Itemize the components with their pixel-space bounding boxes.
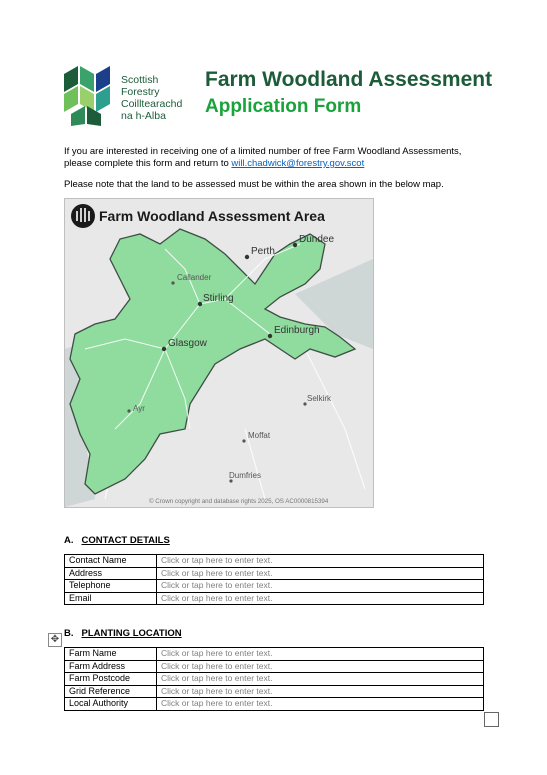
place-edinburgh: Edinburgh: [274, 325, 320, 336]
farm-address-field[interactable]: Click or tap here to enter text.: [157, 660, 484, 673]
table-resize-handle-icon[interactable]: [484, 712, 499, 727]
farm-address-label: Farm Address: [65, 660, 157, 673]
section-b-letter: B.: [64, 628, 74, 639]
section-b-heading: [64, 628, 182, 639]
contact-name-field[interactable]: Click or tap here to enter text.: [157, 555, 484, 568]
section-a-title: CONTACT DETAILS: [81, 535, 170, 546]
place-glasgow: Glasgow: [168, 338, 207, 349]
place-moffat: Moffat: [248, 431, 271, 440]
place-stirling: Stirling: [203, 293, 234, 304]
email-field[interactable]: Click or tap here to enter text.: [157, 592, 484, 605]
place-selkirk: Selkirk: [307, 394, 332, 403]
map-copyright: © Crown copyright and database rights 2025, OS AC0000815394: [149, 498, 329, 505]
grid-reference-label: Grid Reference: [65, 685, 157, 698]
map-graphic: [65, 199, 373, 507]
section-b-title: PLANTING LOCATION: [81, 628, 182, 639]
table-row: [65, 660, 484, 673]
table-row: [65, 580, 484, 593]
logo-text-line3: Coilltearachd: [121, 98, 183, 110]
map-title: Farm Woodland Assessment Area: [99, 208, 325, 224]
area-note: Please note that the land to be assessed must be within the area shown in the below map.: [64, 179, 444, 190]
intro-line-2-text: please complete this form and return to: [64, 158, 232, 169]
section-a-letter: A.: [64, 535, 74, 546]
address-label: Address: [65, 567, 157, 580]
contact-name-label: Contact Name: [65, 555, 157, 568]
contact-details-table: [64, 554, 484, 605]
grid-reference-field[interactable]: Click or tap here to enter text.: [157, 685, 484, 698]
farm-name-field[interactable]: Click or tap here to enter text.: [157, 648, 484, 661]
table-row: [65, 592, 484, 605]
table-move-handle-icon[interactable]: ✥: [48, 633, 62, 647]
farm-postcode-label: Farm Postcode: [65, 673, 157, 686]
intro-line-2: [64, 158, 461, 170]
table-row: [65, 698, 484, 711]
logo-text: [121, 74, 182, 122]
map-leaf-icon: [71, 204, 95, 228]
telephone-field[interactable]: Click or tap here to enter text.: [157, 580, 484, 593]
table-row: [65, 685, 484, 698]
local-authority-field[interactable]: Click or tap here to enter text.: [157, 698, 484, 711]
farm-name-label: Farm Name: [65, 648, 157, 661]
local-authority-label: Local Authority: [65, 698, 157, 711]
logo-text-line4: na h-Alba: [121, 110, 166, 122]
logo-text-line2: Forestry: [121, 86, 160, 98]
place-ayr: Ayr: [133, 404, 145, 413]
intro-paragraph: [64, 146, 461, 170]
table-row: [65, 555, 484, 568]
farm-postcode-field[interactable]: Click or tap here to enter text.: [157, 673, 484, 686]
document-title: Farm Woodland Assessment: [205, 68, 493, 91]
planting-location-table: [64, 647, 484, 711]
section-a-heading: [64, 535, 170, 546]
logo-text-line1: Scottish: [121, 74, 159, 86]
place-dundee: Dundee: [299, 234, 335, 245]
address-field[interactable]: Click or tap here to enter text.: [157, 567, 484, 580]
table-row: [65, 648, 484, 661]
table-row: [65, 567, 484, 580]
email-link[interactable]: will.chadwick@forestry.gov.scot: [231, 158, 365, 169]
intro-line-1: If you are interested in receiving one of a limited number of free Farm Woodland Assessments,: [64, 146, 462, 157]
document-subtitle: Application Form: [205, 96, 362, 117]
place-callander: Callander: [177, 273, 212, 282]
email-label: Email: [65, 592, 157, 605]
assessment-area-map: [64, 198, 374, 508]
table-row: [65, 673, 484, 686]
place-perth: Perth: [251, 246, 275, 257]
telephone-label: Telephone: [65, 580, 157, 593]
place-dumfries: Dumfries: [229, 471, 262, 480]
